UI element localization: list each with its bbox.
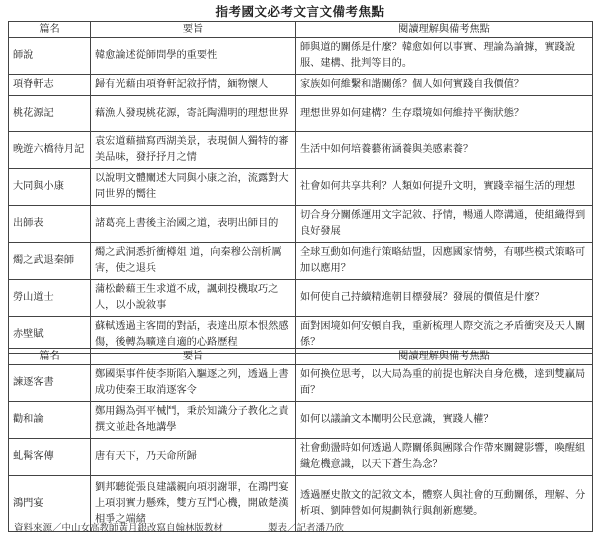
cell-focus: 生活中如何培養藝術涵養與美感素養？ — [296, 132, 593, 169]
header-focus: 閱讀理解與備考焦點 — [296, 349, 593, 365]
cell-gist: 蘇軾透過主客間的對話，表達出原本恨然感傷，後轉為曠達自適的心路歷程 — [91, 317, 296, 354]
table-row — [9, 169, 593, 206]
cell-focus: 如何以議論文本闡明公民意識，實踐人權？ — [296, 402, 593, 439]
table-row — [9, 402, 593, 439]
source-note: 資料來源／中山女高教師黃月銀改寫自翰林版教材 — [14, 523, 224, 534]
cell-title: 鴻門宴 — [9, 476, 91, 532]
table-body — [9, 22, 593, 354]
cell-title: 諫逐客書 — [9, 365, 91, 402]
cell-title: 桃花源記 — [9, 96, 91, 132]
cell-gist: 以說明文體闡述大同與小康之治，流露對大同世界的嚮往 — [91, 169, 296, 206]
cell-focus: 如何使自己持續精進朝目標發展？發展的價值是什麼？ — [296, 280, 593, 317]
table-elective-texts — [8, 348, 593, 532]
cell-gist: 鄭國渠事件使李斯陷入驅逐之列，透過上書成功使秦王取消逐客令 — [91, 365, 296, 402]
table-row — [9, 243, 593, 280]
cell-gist: 蒲松齡藉王生求道不成，諷刺投機取巧之人，以小說敘事 — [91, 280, 296, 317]
cell-title: 項脊軒志 — [9, 75, 91, 96]
page-title: 指考國文必考文言文備考焦點 — [215, 4, 385, 19]
table-row — [9, 365, 593, 402]
table-row — [9, 439, 593, 476]
table-row — [9, 38, 593, 75]
cell-title: 大同與小康 — [9, 169, 91, 206]
header-title: 篇名 — [9, 22, 91, 38]
table-header-row — [9, 22, 593, 38]
cell-gist: 袁宏道藉描寫西湖美景，表現個人獨特的審美品味，發抒抒月之情 — [91, 132, 296, 169]
cell-focus: 面對困境如何安頓自我，重新梳理人際交流之矛盾衝突及天人關係？ — [296, 317, 593, 354]
cell-title: 出師表 — [9, 206, 91, 243]
table-row — [9, 206, 593, 243]
cell-title: 師說 — [9, 38, 91, 75]
cell-gist: 燭之武洞悉折衝樽俎 道，向秦穆公剖析厲害，使之退兵 — [91, 243, 296, 280]
cell-gist: 韓愈論述從師問學的重要性 — [91, 38, 296, 75]
table-row — [9, 132, 593, 169]
table-header-row — [9, 349, 593, 365]
cell-title: 晚遊六橋待月記 — [9, 132, 91, 169]
table-row — [9, 280, 593, 317]
cell-title: 勸和論 — [9, 402, 91, 439]
cell-focus: 切合身分關係運用文字記敘、抒情，暢通人際溝通，使組織得到良好發展 — [296, 206, 593, 243]
table-main-texts — [8, 21, 593, 354]
cell-focus: 如何換位思考，以大局為重的前提也解決自身危機，達到雙贏局面？ — [296, 365, 593, 402]
table-row — [9, 75, 593, 96]
cell-title: 燭之武退秦師 — [9, 243, 91, 280]
header-gist: 要旨 — [91, 22, 296, 38]
cell-focus: 全球互動如何進行策略結盟，因應國家情勢，有哪些模式策略可加以應用？ — [296, 243, 593, 280]
cell-focus: 社會如何共享共利？人類如何提升文明，實踐幸福生活的理想 — [296, 169, 593, 206]
table-body — [9, 349, 593, 532]
cell-gist: 劉邦聽從張良建議親向項羽謝罪，在鴻門宴上項羽實力懸殊，雙方互鬥心機，開啟楚漢相爭之端緒 — [91, 476, 296, 532]
cell-gist: 藉漁人發現桃花源，寄託陶淵明的理想世界 — [91, 96, 296, 132]
cell-gist: 唐有天下，乃天命所歸 — [91, 439, 296, 476]
cell-focus: 師與道的關係是什麼？韓愈如何以事實、理論為論據，實踐說服、建構、批判等目的。 — [296, 38, 593, 75]
cell-focus: 理想世界如何建構？生存環境如何維持平衡狀態？ — [296, 96, 593, 132]
cell-focus: 家族如何維繫和諧關係？個人如何實踐自我價值？ — [296, 75, 593, 96]
header-title: 篇名 — [9, 349, 91, 365]
table-row — [9, 96, 593, 132]
header-gist: 要旨 — [91, 349, 296, 365]
cell-gist: 鄭用錫為弭平械鬥，秉於知識分子教化之責撰文並赴各地講學 — [91, 402, 296, 439]
header-focus: 閱讀理解與備考焦點 — [296, 22, 593, 38]
cell-gist: 諸葛亮上書後主治國之道，表明出師目的 — [91, 206, 296, 243]
cell-focus: 社會動盪時如何透過人際關係與團隊合作帶來關鍵影響，喚醒組織危機意識，以天下蒼生為念？ — [296, 439, 593, 476]
footer — [14, 520, 594, 534]
cell-focus: 透過歷史散文的記敘文本，體察人與社會的互動關係，理解、分析項、劉陣營如何規劃執行與創新應變。 — [296, 476, 593, 532]
cell-title: 虬髯客傳 — [9, 439, 91, 476]
credit-note: 製表／記者潘乃欣 — [268, 523, 345, 534]
cell-title: 勞山道士 — [9, 280, 91, 317]
cell-title: 赤壁賦 — [9, 317, 91, 354]
cell-gist: 歸有光藉由項脊軒記敘抒情，緬物懷人 — [91, 75, 296, 96]
